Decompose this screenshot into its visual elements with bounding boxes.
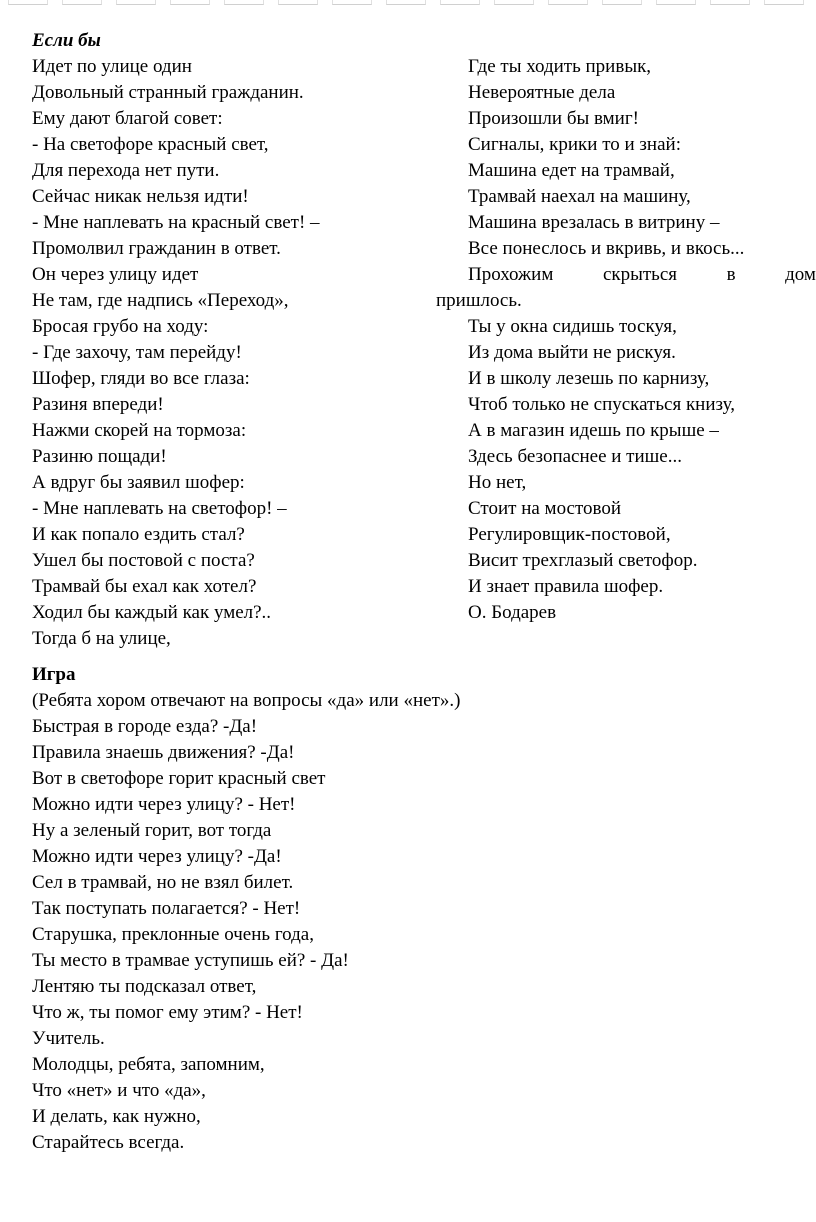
text-line: И как попало ездить стал? bbox=[32, 524, 245, 545]
text-line: Так поступать полагается? - Нет! bbox=[32, 898, 301, 919]
text-line: Шофер, гляди во все глаза: bbox=[32, 368, 250, 389]
text-line: - Где захочу, там перейду! bbox=[32, 342, 242, 363]
text-line: Машина врезалась в витрину – bbox=[468, 212, 720, 233]
justified-word: дом bbox=[785, 264, 816, 285]
text-line: А вдруг бы заявил шофер: bbox=[32, 472, 245, 493]
text-line: Трамвай бы ехал как хотел? bbox=[32, 576, 257, 597]
text-line: Что ж, ты помог ему этим? - Нет! bbox=[32, 1002, 303, 1023]
text-line: И в школу лезешь по карнизу, bbox=[468, 368, 710, 389]
text-line: Не там, где надпись «Переход», bbox=[32, 290, 289, 311]
text-line: Молодцы, ребята, запомним, bbox=[32, 1054, 265, 1075]
text-line: Он через улицу идет bbox=[32, 264, 199, 285]
text-line: (Ребята хором отвечают на вопросы «да» или «нет».) bbox=[32, 690, 461, 711]
text-line: Из дома выйти не рискуя. bbox=[468, 342, 676, 363]
text-line: Можно идти через улицу? - Нет! bbox=[32, 794, 296, 815]
text-line: Чтоб только не спускаться книзу, bbox=[468, 394, 735, 415]
text-line: Тогда б на улице, bbox=[32, 628, 171, 649]
text-line: Для перехода нет пути. bbox=[32, 160, 220, 181]
text-line: Сел в трамвай, но не взял билет. bbox=[32, 872, 294, 893]
game-section bbox=[32, 662, 792, 1156]
text-line: Сигналы, крики то и знай: bbox=[468, 134, 681, 155]
poem-author: О. Бодарев bbox=[468, 602, 557, 623]
text-line: Стоит на мостовой bbox=[468, 498, 622, 519]
text-line: Вот в светофоре горит красный свет bbox=[32, 768, 326, 789]
poem-right-lines-a bbox=[436, 54, 816, 262]
text-line: Где ты ходить привык, bbox=[468, 56, 652, 77]
text-line: - Мне наплевать на красный свет! – bbox=[32, 212, 320, 233]
text-line: - Мне наплевать на светофор! – bbox=[32, 498, 287, 519]
poem-title: Если бы bbox=[32, 30, 101, 51]
page-top-border bbox=[0, 0, 816, 8]
poem-left-column bbox=[32, 28, 432, 652]
text-line: Ушел бы постовой с поста? bbox=[32, 550, 255, 571]
text-line: Произошли бы вмиг! bbox=[468, 108, 639, 129]
text-line: Старушка, преклонные очень года, bbox=[32, 924, 314, 945]
text-line: Быстрая в городе езда? -Да! bbox=[32, 716, 258, 737]
text-line: Довольный странный гражданин. bbox=[32, 82, 304, 103]
text-line: Старайтесь всегда. bbox=[32, 1132, 185, 1153]
text-line: Разиню пощади! bbox=[32, 446, 167, 467]
text-line: И делать, как нужно, bbox=[32, 1106, 201, 1127]
text-line: Ты у окна сидишь тоскуя, bbox=[468, 316, 677, 337]
text-line: - На светофоре красный свет, bbox=[32, 134, 269, 155]
poem-justified-line bbox=[436, 262, 816, 288]
text-line: Здесь безопаснее и тише... bbox=[468, 446, 682, 467]
text-line: Все понеслось и вкривь, и вкось... bbox=[468, 238, 745, 259]
text-line: Бросая грубо на ходу: bbox=[32, 316, 209, 337]
justified-word: Прохожим bbox=[468, 264, 554, 285]
text-line: А в магазин идешь по крыше – bbox=[468, 420, 719, 441]
text-line: Ну а зеленый горит, вот тогда bbox=[32, 820, 272, 841]
text-line: Трамвай наехал на машину, bbox=[468, 186, 691, 207]
game-title: Игра bbox=[32, 664, 76, 685]
text-line: Учитель. bbox=[32, 1028, 105, 1049]
text-line: Невероятные дела bbox=[468, 82, 616, 103]
text-line: Но нет, bbox=[468, 472, 527, 493]
text-line: Лентяю ты подсказал ответ, bbox=[32, 976, 257, 997]
text-line: Правила знаешь движения? -Да! bbox=[32, 742, 295, 763]
text-line: Висит трехглазый светофор. bbox=[468, 550, 698, 571]
text-line: Ему дают благой совет: bbox=[32, 108, 223, 129]
text-line: И знает правила шофер. bbox=[468, 576, 664, 597]
poem-continuation: пришлось. bbox=[436, 290, 522, 311]
text-line: Ты место в трамвае уступишь ей? - Да! bbox=[32, 950, 349, 971]
text-line: Идет по улице один bbox=[32, 56, 192, 77]
text-line: Промолвил гражданин в ответ. bbox=[32, 238, 281, 259]
text-line: Ходил бы каждый как умел?.. bbox=[32, 602, 272, 623]
text-line: Что «нет» и что «да», bbox=[32, 1080, 206, 1101]
text-line: Машина едет на трамвай, bbox=[468, 160, 675, 181]
justified-word: в bbox=[726, 264, 736, 285]
game-lines bbox=[32, 688, 792, 1156]
text-line: Регулировщик-постовой, bbox=[468, 524, 671, 545]
poem-right-column bbox=[436, 54, 816, 626]
justified-word: скрыться bbox=[602, 264, 678, 285]
text-line: Разиня впереди! bbox=[32, 394, 164, 415]
poem-right-lines-b bbox=[436, 314, 816, 600]
text-line: Можно идти через улицу? -Да! bbox=[32, 846, 282, 867]
text-line: Сейчас никак нельзя идти! bbox=[32, 186, 249, 207]
text-line: Нажми скорей на тормоза: bbox=[32, 420, 247, 441]
poem-left-lines bbox=[32, 54, 432, 652]
